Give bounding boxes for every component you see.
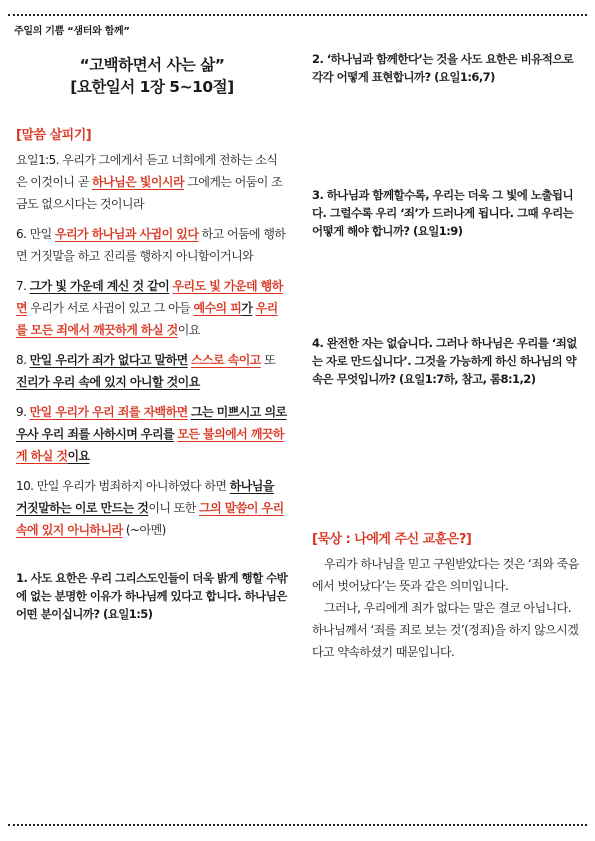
verse-text: 우리가 서로 사귐이 있고 그 아들 bbox=[27, 301, 194, 315]
scripture-heading: [말씀 살피기] bbox=[16, 128, 92, 143]
verse-5 bbox=[16, 149, 288, 215]
verse-text: 이니 또한 bbox=[148, 501, 200, 515]
verse-highlight: 예수의 피 bbox=[193, 301, 242, 315]
verse-text: 그에게는 어둠이 조금도 없으시다는 것이니라 bbox=[16, 175, 283, 211]
verse-9 bbox=[16, 401, 288, 467]
verse-text: 10. 만일 우리가 범죄하지 아니하였다 하면 bbox=[16, 479, 230, 493]
verse-text: 7. bbox=[16, 279, 30, 293]
verse-text: 6. 만일 bbox=[16, 227, 55, 241]
verse-text: 또 bbox=[260, 353, 276, 367]
question-1: 1. 사도 요한은 우리 그리스도인들이 더욱 밝게 행할 수밖에 없는 분명한 이유가 하나님께 있다고 합니다. 하나님은 어떤 분이십니까? (요일1:5) bbox=[16, 571, 288, 621]
verse-text: 이요 bbox=[177, 323, 200, 337]
meditation-paragraph-1: 우리가 하나님을 믿고 구원받았다는 것은 ‘죄와 죽음에서 벗어났다’는 뜻과 같은 의미입니다. bbox=[312, 557, 579, 593]
meditation-paragraph-2: 그러나, 우리에게 죄가 없다는 말은 결코 아닙니다. 하나님께서 ‘죄를 죄로 보는 것’(정죄)을 하지 않으시겠다고 약속하셨기 때문입니다. bbox=[312, 601, 579, 659]
verse-7 bbox=[16, 275, 288, 341]
verse-text: (~아멘) bbox=[122, 523, 166, 537]
title-line-2: [요한일서 1장 5~10절] bbox=[70, 78, 234, 96]
question-2: 2. ‘하나님과 함께한다’는 것을 사도 요한은 비유적으로 각각 어떻게 표현합니까? (요일1:6,7) bbox=[312, 52, 574, 84]
verse-text: 8. bbox=[16, 353, 30, 367]
header-label: 주일의 기쁨 “샘터와 함께” bbox=[14, 26, 130, 37]
verse-emphasis: 만일 우리가 죄가 없다고 말하면 bbox=[29, 353, 188, 367]
verse-10 bbox=[16, 475, 288, 541]
question-4: 4. 완전한 자는 없습니다. 그러나 하나님은 우리를 ‘죄없는 자로 만드십니다’. 그것을 가능하게 하신 하나님의 약속은 무엇입니까? (요일1:7하, 참고, 롬8:1,2) bbox=[312, 336, 577, 386]
verse-text: 9. bbox=[16, 405, 30, 419]
verse-emphasis: 하나님을 거짓말하는 이로 만드는 것 bbox=[16, 479, 274, 515]
verse-6 bbox=[16, 223, 288, 267]
title-line-1: “고백하면서 사는 삶” bbox=[79, 56, 225, 74]
sermon-title bbox=[16, 54, 288, 98]
verse-highlight: 모든 불의에서 깨끗하게 하실 것 bbox=[16, 427, 284, 463]
verse-highlight: 만일 우리가 우리 죄를 자백하면 bbox=[29, 405, 188, 419]
verse-8 bbox=[16, 349, 288, 393]
meditation-heading: [묵상 : 나에게 주신 교훈은?] bbox=[312, 532, 472, 547]
verse-highlight: 우리를 모든 죄에서 깨끗하게 하실 것 bbox=[16, 301, 278, 337]
verse-highlight: 우리도 빛 가운데 행하면 bbox=[16, 279, 283, 315]
verse-text: 하고 어둠에 행하면 거짓말을 하고 진리를 행하지 아니함이거니와 bbox=[16, 227, 286, 263]
verse-emphasis: 이요 bbox=[67, 449, 90, 463]
verse-highlight: 우리가 하나님과 사귐이 있다 bbox=[54, 227, 199, 241]
verse-emphasis: 가 bbox=[241, 301, 253, 315]
left-column bbox=[16, 54, 288, 623]
verse-highlight: 그의 말씀이 우리 속에 있지 아니하니라 bbox=[16, 501, 284, 537]
verse-emphasis: 진리가 우리 속에 있지 아니할 것이요 bbox=[16, 375, 200, 389]
verse-emphasis: 그는 미쁘시고 의로우사 우리 죄를 사하시며 우리를 bbox=[16, 405, 287, 441]
bottom-dotted-rule bbox=[8, 824, 587, 826]
verse-emphasis: 그가 빛 가운데 계신 것 같이 bbox=[29, 279, 170, 293]
verse-text: 요일1:5. 우리가 그에게서 듣고 너희에게 전하는 소식은 이것이니 곧 bbox=[16, 153, 278, 189]
verse-highlight: 스스로 속이고 bbox=[190, 353, 261, 367]
top-dotted-rule bbox=[8, 14, 587, 16]
question-3: 3. 하나님과 함께할수록, 우리는 더욱 그 빛에 노출됩니다. 그럴수록 우리 ‘죄’가 드러나게 됩니다. 그때 우리는 어떻게 해야 합니까? (요일1:9) bbox=[312, 188, 574, 238]
verse-highlight: 하나님은 빛이시라 bbox=[92, 175, 185, 189]
right-column bbox=[312, 50, 582, 663]
